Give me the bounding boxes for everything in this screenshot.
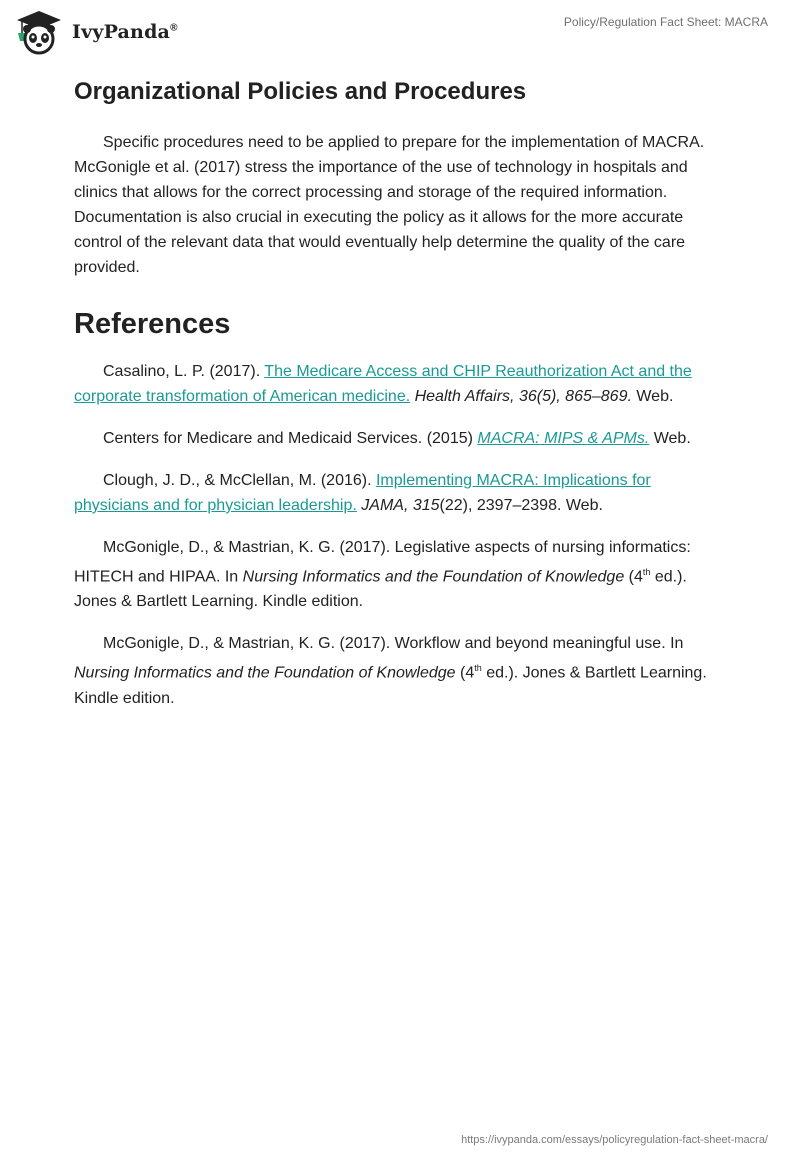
document-title: Policy/Regulation Fact Sheet: MACRA	[563, 15, 768, 29]
brand-text: IvyPanda	[72, 21, 171, 43]
reference-link[interactable]: The Medicare Access and CHIP Reauthorization Act and the corporate transformation of American medicine.	[74, 363, 692, 405]
reference-tail: Web.	[649, 430, 691, 447]
reference-book-title: Nursing Informatics and the Foundation of Knowledge	[74, 664, 456, 682]
reference-authors: Clough, J. D., & McClellan, M. (2016).	[103, 472, 376, 489]
reference-journal: JAMA, 315	[356, 497, 440, 514]
reference-item	[74, 468, 726, 518]
reference-item	[74, 535, 726, 614]
reference-journal: Health Affairs, 36(5), 865–869.	[410, 388, 632, 405]
ivypanda-logo[interactable]	[14, 8, 178, 56]
footer-url[interactable]: https://ivypanda.com/essays/policyregulation-fact-sheet-macra/	[461, 1134, 768, 1146]
reference-link[interactable]: MACRA: MIPS & APMs.	[477, 430, 650, 447]
reference-authors: McGonigle, D., & Mastrian, K. G. (2017). Workflow and beyond meaningful use. In	[103, 635, 684, 653]
reference-tail: (22), 2397–2398. Web.	[439, 497, 603, 514]
references-heading: References	[74, 308, 231, 340]
reference-tail: Web.	[631, 388, 674, 405]
section-paragraph: Specific procedures need to be applied to prepare for the implementation of MACRA. McGonigle et al. (2017) stress the importance of the use of technology in hospitals and clinics that allows for the correct processing and storage of the required information. Documentation is also crucial in executing the policy as it allows for the more accurate control of the relevant data that would eventually help determine the quality of the care provided.	[74, 134, 705, 276]
reference-ordinal: th	[642, 567, 651, 577]
panda-graduation-cap-icon	[14, 9, 64, 55]
reference-item	[74, 426, 726, 451]
reference-tail: ed.). Jones & Bartlett Learning. Kindle edition.	[74, 568, 687, 611]
section-heading: Organizational Policies and Procedures	[74, 78, 527, 105]
reference-item	[74, 359, 726, 409]
reference-item	[74, 631, 726, 710]
reference-tail: ed.). Jones & Bartlett Learning. Kindle edition.	[74, 664, 707, 707]
document-body	[74, 72, 726, 711]
reference-authors: McGonigle, D., & Mastrian, K. G. (2017). Legislative aspects of nursing informatics: HITECH and HIPAA. In	[74, 539, 691, 586]
brand-name	[72, 21, 178, 43]
reference-authors: Centers for Medicare and Medicaid Services. (2015)	[103, 430, 478, 447]
reference-book-title: Nursing Informatics and the Foundation of Knowledge	[242, 568, 625, 586]
reference-link[interactable]: Implementing MACRA: Implications for physicians and for physician leadership.	[74, 472, 651, 514]
reference-ordinal: th	[474, 663, 482, 674]
registered-mark: ®	[170, 22, 178, 34]
reference-authors: Casalino, L. P. (2017).	[103, 363, 265, 380]
reference-edition: (4	[455, 664, 475, 682]
reference-edition: (4	[624, 568, 643, 586]
page-header	[0, 0, 800, 64]
